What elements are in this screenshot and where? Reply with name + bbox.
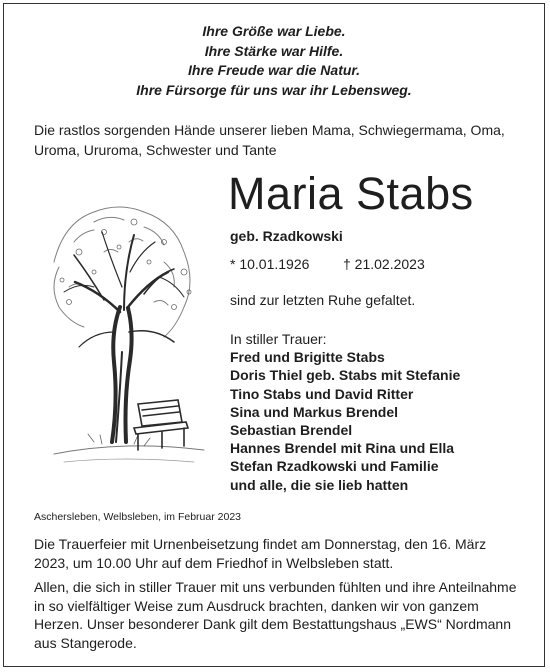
place-date: Aschersleben, Welbsleben, im Februar 2023 [34, 511, 242, 523]
life-dates [230, 256, 425, 272]
obituary-card [3, 3, 545, 667]
mourner: Sebastian Brendel [230, 422, 353, 439]
poem-line: Ihre Stärke war Hilfe. [204, 42, 344, 59]
poem [4, 22, 544, 100]
poem-line: Ihre Größe war Liebe. [202, 23, 346, 39]
mourner: Sina und Markus Brendel [230, 403, 399, 420]
intro-text: Die rastlos sorgenden Hände unserer lieben Mama, Schwiegermama, Oma, Uroma, Ururoma, Schwester und Tante [34, 122, 505, 158]
birth-date: * 10.01.1926 [230, 256, 310, 272]
service-info: Die Trauerfeier mit Urnenbeisetzung findet am Donnerstag, den 16. März 2023, um 10.00 Uhr auf dem Friedhof in Welbsleben statt. [34, 536, 487, 571]
poem-line: Ihre Fürsorge für uns war ihr Lebensweg. [136, 81, 412, 98]
birth-name: geb. Rzadkowski [230, 228, 343, 244]
mourning-label: In stiller Trauer: [230, 331, 327, 347]
mourner: Doris Thiel geb. Stabs mit Stefanie [230, 367, 461, 384]
tree-bench-illustration [34, 192, 214, 484]
mourner: Hannes Brendel mit Rina und Ella [230, 440, 455, 457]
death-date: † 21.02.2023 [343, 256, 425, 272]
mourners-list [230, 330, 460, 494]
rest-line: sind zur letzten Ruhe gefaltet. [230, 292, 416, 308]
poem-line: Ihre Freude war die Natur. [188, 62, 360, 78]
thanks-text: Allen, die sich in stiller Trauer mit uns verbunden fühlten und ihre Anteilnahme in so vielfältiger Weise zum Ausdruck brachten, danken wir von ganzem Herzen. Unser besonderer Dank gilt dem Bestattungshaus „EWS“ Nordmann aus Stangerode. [34, 579, 517, 651]
mourner: Fred und Brigitte Stabs [230, 349, 385, 366]
deceased-name: Maria Stabs [228, 168, 474, 219]
mourner: Tino Stabs und David Ritter [230, 385, 414, 402]
mourner: Stefan Rzadkowski und Familie [230, 458, 439, 475]
mourner: und alle, die sie lieb hatten [230, 476, 409, 493]
